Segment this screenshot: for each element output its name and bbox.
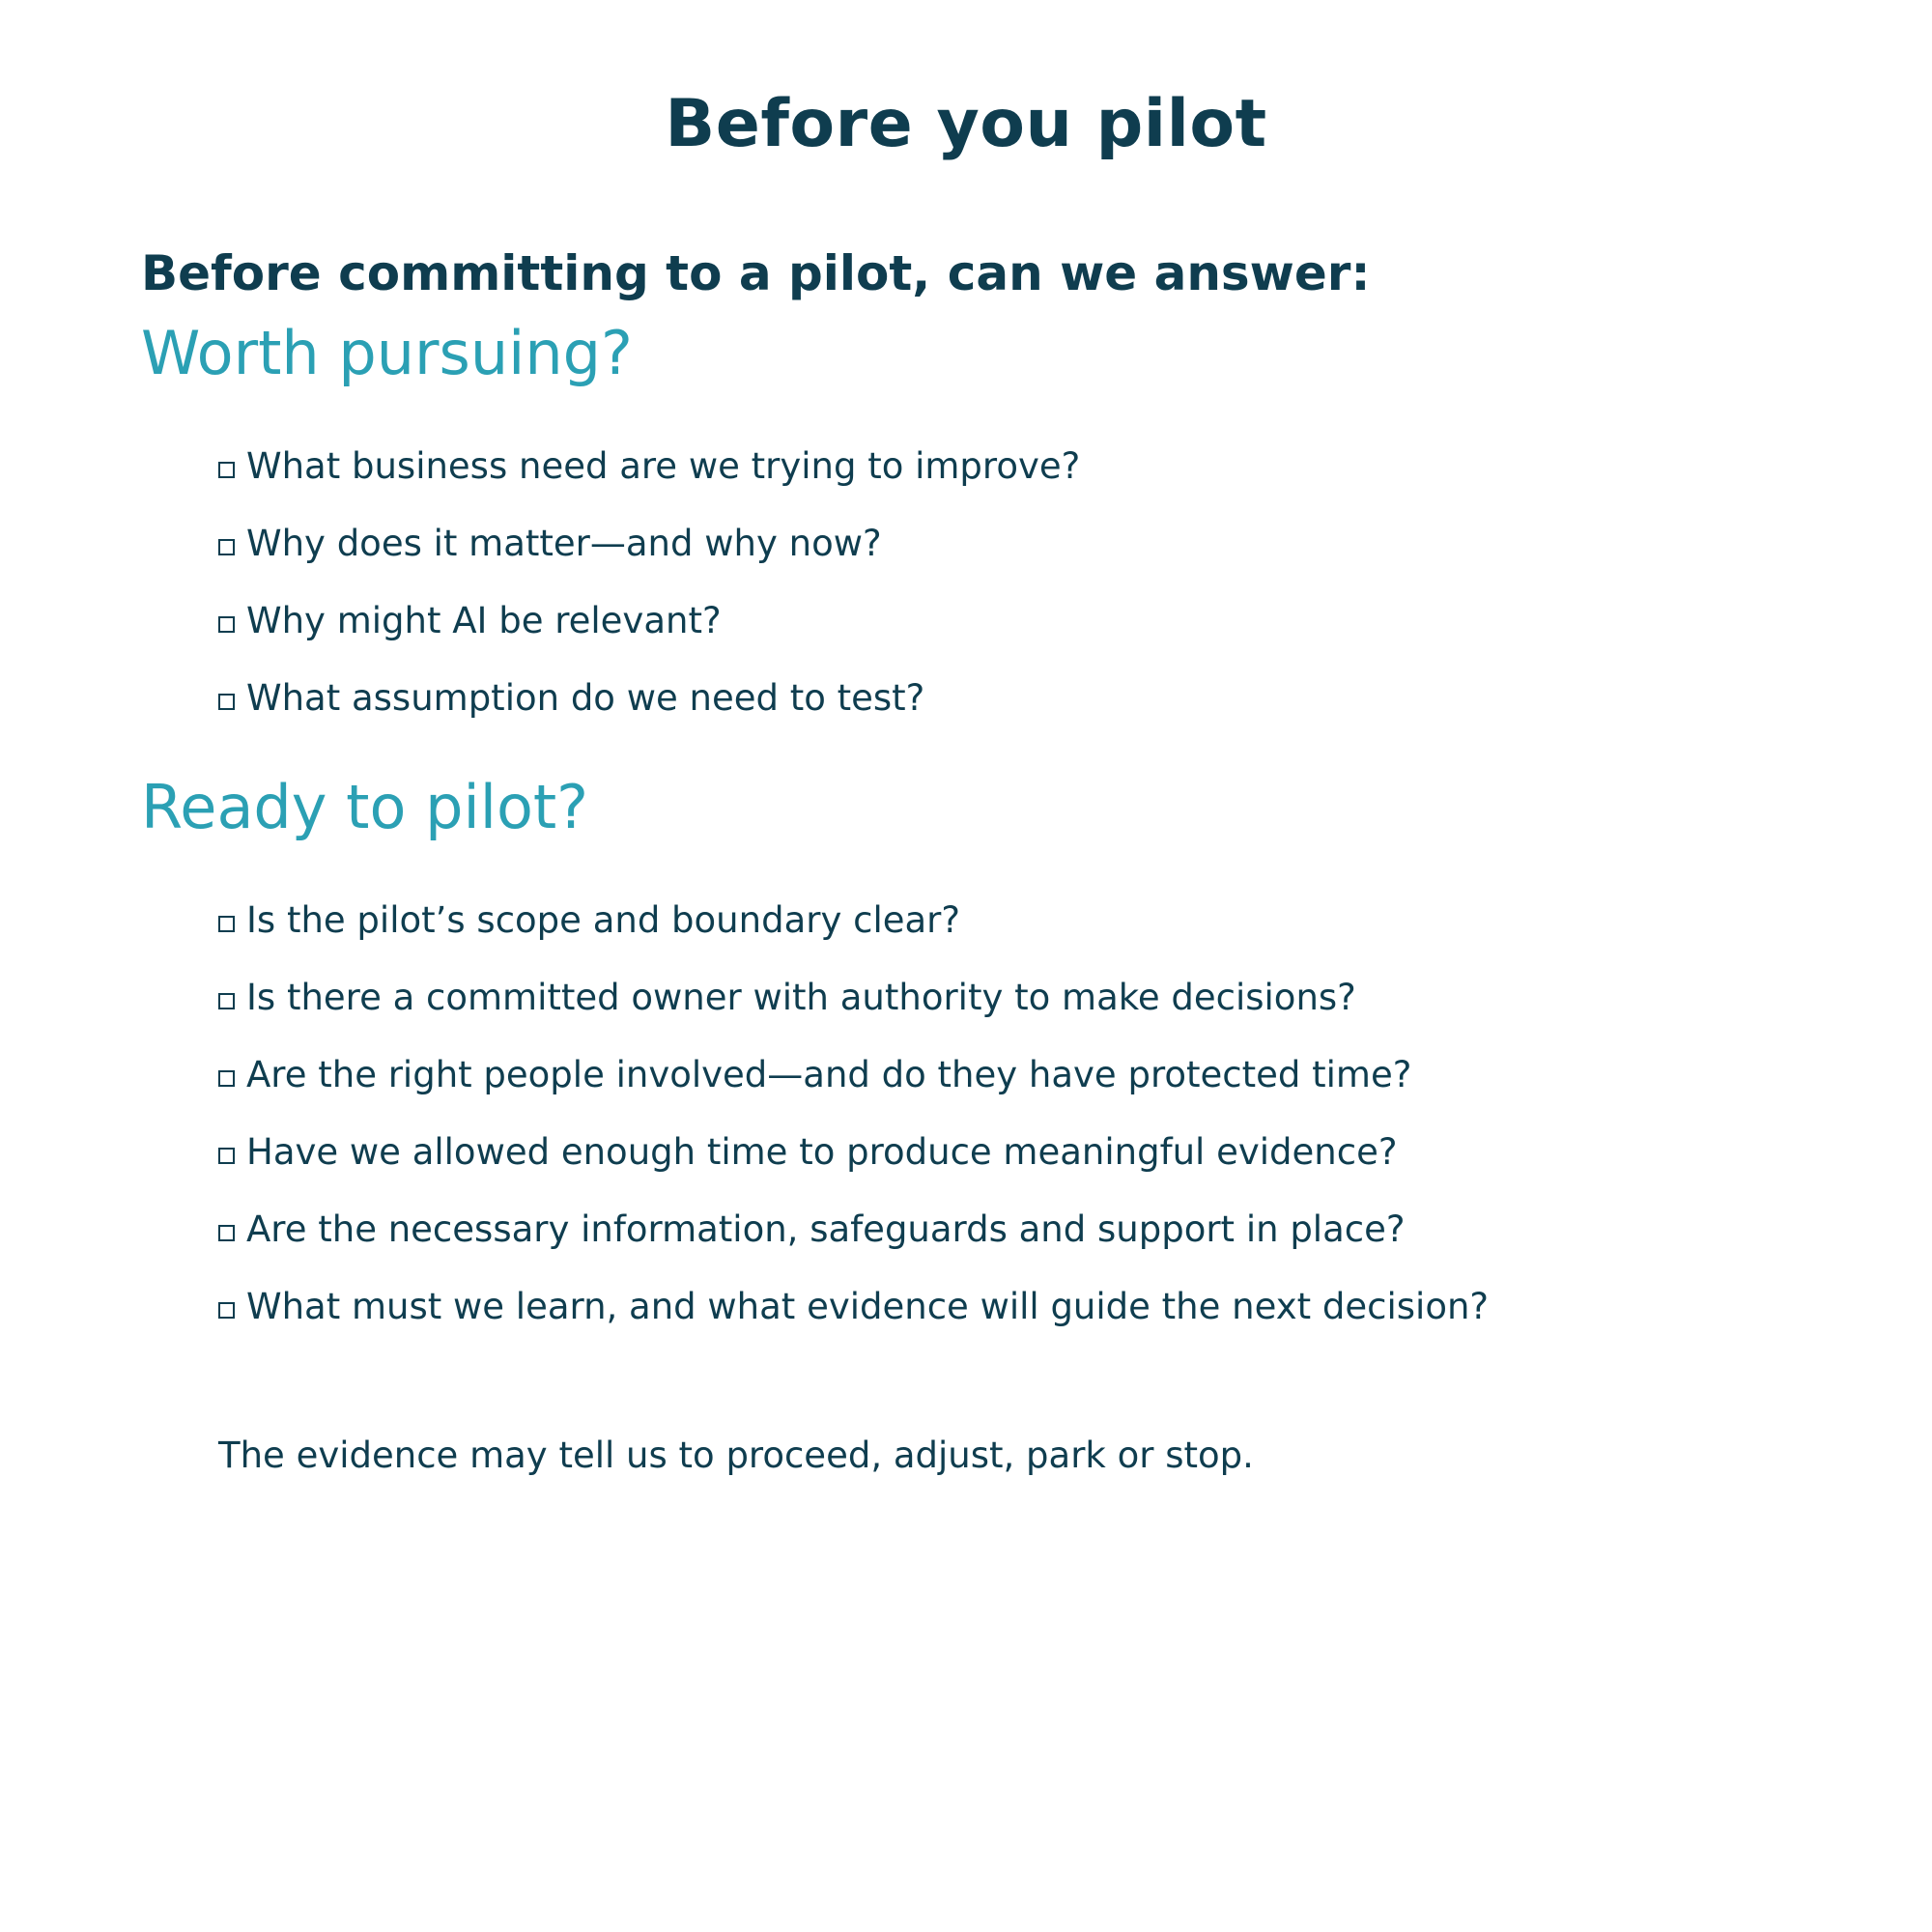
checkbox-icon[interactable] [218,1302,235,1319]
footnote: The evidence may tell us to proceed, adjust, park or stop. [218,1435,1254,1476]
checklist-item-label: Have we allowed enough time to produce meaningful evidence? [246,1131,1398,1173]
checklist-item[interactable] [218,505,1080,582]
checklist-item-label: What must we learn, and what evidence will guide the next decision? [246,1286,1490,1327]
checklist-item[interactable] [218,428,1080,505]
checkbox-icon[interactable] [218,1148,235,1164]
checkbox-icon[interactable] [218,993,235,1009]
checklist-worth-pursuing [218,428,1080,737]
checklist-item-label: Why does it matter—and why now? [246,523,882,564]
checkbox-icon[interactable] [218,1225,235,1241]
checklist-item[interactable] [218,882,1489,959]
checklist-item-label: Is the pilot’s scope and boundary clear? [246,899,961,941]
checkbox-icon[interactable] [218,694,235,710]
checklist-item-label: What assumption do we need to test? [246,677,925,719]
checklist-item[interactable] [218,1191,1489,1268]
section-heading-ready-to-pilot: Ready to pilot? [141,772,589,842]
page-title: Before you pilot [665,86,1267,162]
checklist-item-label: Are the necessary information, safeguards and support in place? [246,1208,1406,1250]
checkbox-icon[interactable] [218,916,235,932]
checklist-item[interactable] [218,1268,1489,1346]
checklist-item[interactable] [218,959,1489,1037]
checklist-item-label: Is there a committed owner with authority to make decisions? [246,977,1356,1018]
checklist-item[interactable] [218,582,1080,660]
checkbox-icon[interactable] [218,462,235,478]
checklist-item[interactable] [218,1037,1489,1114]
checkbox-icon[interactable] [218,1070,235,1087]
section-heading-worth-pursuing: Worth pursuing? [141,318,633,388]
checkbox-icon[interactable] [218,539,235,555]
checklist-item[interactable] [218,660,1080,737]
lead-question: Before committing to a pilot, can we answer: [141,245,1371,301]
checklist-item[interactable] [218,1114,1489,1191]
checklist-item-label: What business need are we trying to improve? [246,445,1081,487]
checklist-ready-to-pilot [218,882,1489,1346]
checklist-item-label: Why might AI be relevant? [246,600,722,641]
checkbox-icon[interactable] [218,616,235,633]
checklist-item-label: Are the right people involved—and do they have protected time? [246,1054,1412,1095]
